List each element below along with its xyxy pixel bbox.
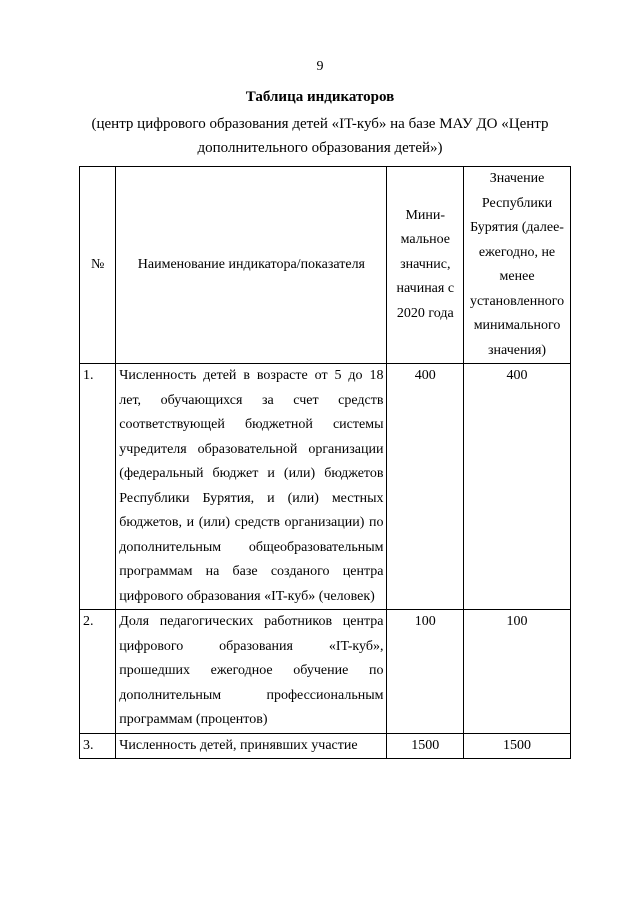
table-row [80, 364, 571, 610]
indicators-table [79, 166, 571, 759]
header-indicator-name: Наименование индикатора/показателя [116, 167, 387, 364]
row-minimum-value: 400 [387, 364, 464, 610]
row-republic-value: 100 [464, 610, 571, 734]
row-indicator-name: Численность детей в возрасте от 5 до 18 лет, обучающихся за счет средств соответствующей бюджетной системы учредителя образовательной организации (федеральный бюджет и (или) бюджетов Республики Бурятия, и (или) местных бюджетов, и (или) средств организации) по дополнительным общеобразовательным программам на базе созданого центра цифрового образования «IT-куб» (человек) [116, 364, 387, 610]
row-minimum-value: 100 [387, 610, 464, 734]
row-indicator-name: Доля педагогических работников центра цифрового образования «IT-куб», прошедших ежегодное обучение по дополнительным профессиональным программам (процентов) [116, 610, 387, 734]
header-number: № [80, 167, 116, 364]
table-header-row [80, 167, 571, 364]
row-republic-value: 400 [464, 364, 571, 610]
table-subtitle: (центр цифрового образования детей «IT-куб» на базе МАУ ДО «Центр дополнительного образования детей») [91, 116, 549, 156]
row-republic-value: 1500 [464, 733, 571, 759]
row-minimum-value: 1500 [387, 733, 464, 759]
row-number: 2. [80, 610, 116, 734]
row-indicator-name: Численность детей, принявших участие [116, 733, 387, 759]
page-number: 9 [316, 59, 324, 74]
header-minimum-value: Мини-мальное значнис, начиная с 2020 года [387, 167, 464, 364]
row-number: 1. [80, 364, 116, 610]
table-row [80, 733, 571, 759]
header-republic-value: Значение Республики Бурятия (далее-ежегодно, не менее установленного минимального значения) [464, 167, 571, 364]
table-row [80, 610, 571, 734]
table-title: Таблица индикаторов [245, 89, 395, 105]
row-number: 3. [80, 733, 116, 759]
